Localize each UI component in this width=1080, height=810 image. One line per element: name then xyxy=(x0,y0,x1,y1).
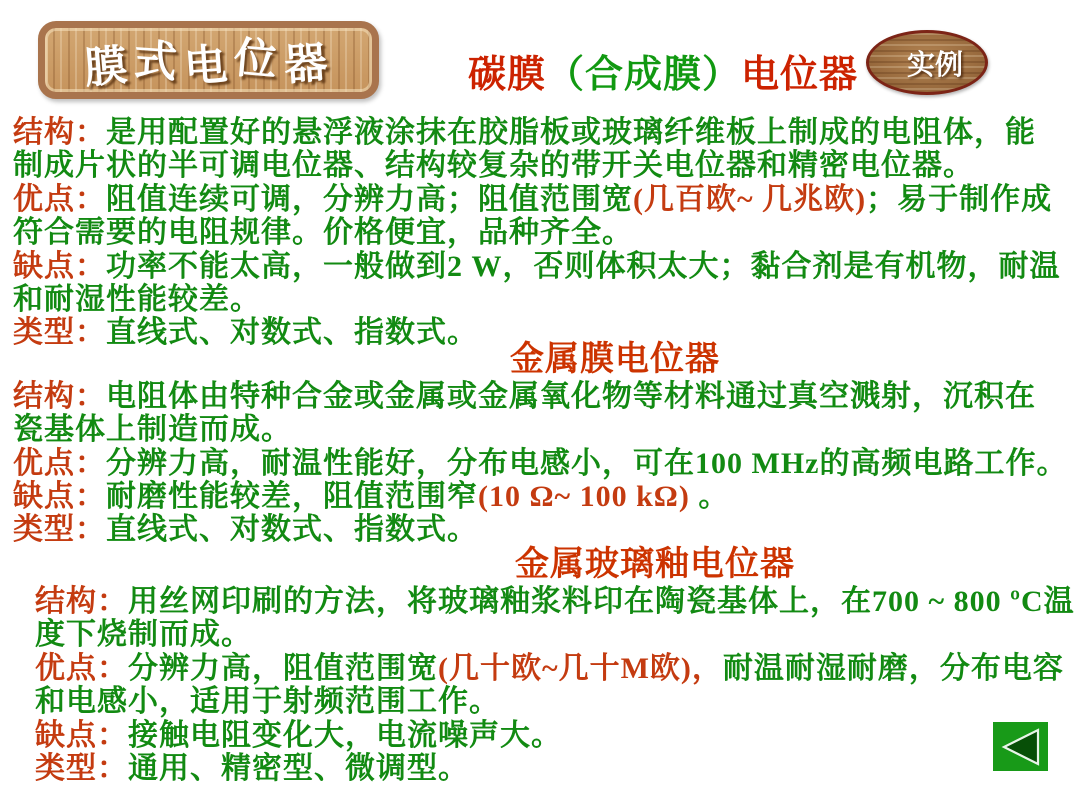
text-segment: 优点： xyxy=(13,182,106,216)
text-segment: 通用、精密型、微调型。 xyxy=(128,751,469,785)
banner-char: 式 xyxy=(131,36,185,88)
text-segment: 缺点： xyxy=(35,718,128,752)
text-line xyxy=(13,618,1071,651)
example-button-label: 实例 xyxy=(906,49,963,81)
banner-char: 膜 xyxy=(81,41,136,93)
banner-char: 位 xyxy=(231,34,286,86)
section-carbon-film xyxy=(13,116,1071,350)
text-segment: 直线式、对数式、指数式。 xyxy=(106,513,478,547)
text-line xyxy=(13,685,1071,718)
text-segment: 和耐湿性能较差。 xyxy=(13,283,261,317)
content xyxy=(13,116,1075,785)
heading-metal-film: 金属膜电位器 xyxy=(510,340,720,378)
text-segment: 制成片状的半可调电位器、结构较复杂的带开关电位器和精密电位器。 xyxy=(13,149,974,183)
banner-char: 器 xyxy=(282,38,336,90)
text-line xyxy=(13,719,1071,752)
section-metal-film xyxy=(13,380,1071,547)
text-line xyxy=(13,584,1075,618)
text-line xyxy=(13,513,1071,546)
text-segment: 直线式、对数式、指数式。 xyxy=(106,316,478,350)
text-segment: 类型： xyxy=(13,316,106,350)
text-line xyxy=(13,250,1071,283)
text-segment: 和电感小，适用于射频范围工作。 xyxy=(35,685,500,719)
text-segment: 阻值连续可调，分辨力高；阻值范围宽 xyxy=(106,182,633,216)
banner-char: 电 xyxy=(182,40,236,92)
text-segment: 结构： xyxy=(13,116,106,149)
back-triangle-icon xyxy=(998,726,1044,768)
text-line xyxy=(13,413,1071,446)
text-segment: 结构： xyxy=(13,379,106,413)
text-segment: 类型： xyxy=(35,751,128,785)
text-segment: 符合需要的电阻规律。价格便宜，品种齐全。 xyxy=(13,216,633,250)
page-title xyxy=(468,43,858,98)
text-segment: 接触电阻变化大，电流噪声大。 xyxy=(128,718,562,752)
text-line xyxy=(13,652,1071,685)
section-metal-glass-glaze xyxy=(13,584,1075,785)
text-segment: 是用配置好的悬浮液涂抹在胶脂板或玻璃纤维板上制成的电阻体，能 xyxy=(106,116,1036,149)
text-line xyxy=(13,183,1071,216)
text-segment: 度下烧制而成。 xyxy=(35,618,252,652)
text-segment: 缺点： xyxy=(13,249,106,283)
text-segment: 瓷基体上制造而成。 xyxy=(13,413,292,447)
text-segment: 电阻体由特种合金或金属或金属氧化物等材料通过真空溅射，沉积在 xyxy=(106,379,1036,413)
text-segment: 耐温耐湿耐磨，分布电容 xyxy=(722,651,1064,685)
text-segment: 功率不能太高，一般做到2 W，否则体积太大；黏合剂是有机物，耐温 xyxy=(106,249,1061,283)
text-line xyxy=(13,149,1071,182)
banner-label xyxy=(81,30,336,93)
text-segment: ；易于制作成 xyxy=(866,182,1053,216)
text-line xyxy=(13,752,1071,785)
text-segment: 优点： xyxy=(35,651,128,685)
text-segment: (10 Ω~ 100 kΩ) xyxy=(478,480,690,514)
text-line xyxy=(13,447,1071,480)
text-line xyxy=(13,380,1071,413)
text-line xyxy=(13,283,1071,316)
text-segment: 。 xyxy=(689,480,730,514)
title-segment: 电位器 xyxy=(741,54,859,96)
text-segment: (几百欧~ 几兆欧) xyxy=(633,182,867,216)
banner-film-potentiometer xyxy=(38,21,379,99)
example-button[interactable] xyxy=(866,30,988,95)
text-segment: (几十欧~几十M欧)， xyxy=(438,651,723,685)
text-line xyxy=(13,216,1071,249)
title-segment: 碳膜 xyxy=(468,54,547,96)
text-line xyxy=(13,480,1071,513)
text-segment: 耐磨性能较差，阻值范围窄 xyxy=(106,480,478,514)
text-line xyxy=(13,116,1071,149)
text-segment: 优点： xyxy=(13,446,106,480)
text-segment: 缺点： xyxy=(13,480,106,514)
text-segment: 类型： xyxy=(13,513,106,547)
text-segment: 结构： xyxy=(35,584,128,618)
text-segment: 用丝网印刷的方法，将玻璃釉浆料印在陶瓷基体上，在700 ~ 800 ºC温 xyxy=(128,584,1075,618)
heading-metal-glass-glaze: 金属玻璃釉电位器 xyxy=(515,545,795,583)
back-button[interactable] xyxy=(993,722,1048,771)
title-segment: （合成膜） xyxy=(546,54,742,96)
text-segment: 分辨力高，耐温性能好，分布电感小，可在100 MHz的高频电路工作。 xyxy=(106,446,1068,480)
text-segment: 分辨力高，阻值范围宽 xyxy=(128,651,438,685)
